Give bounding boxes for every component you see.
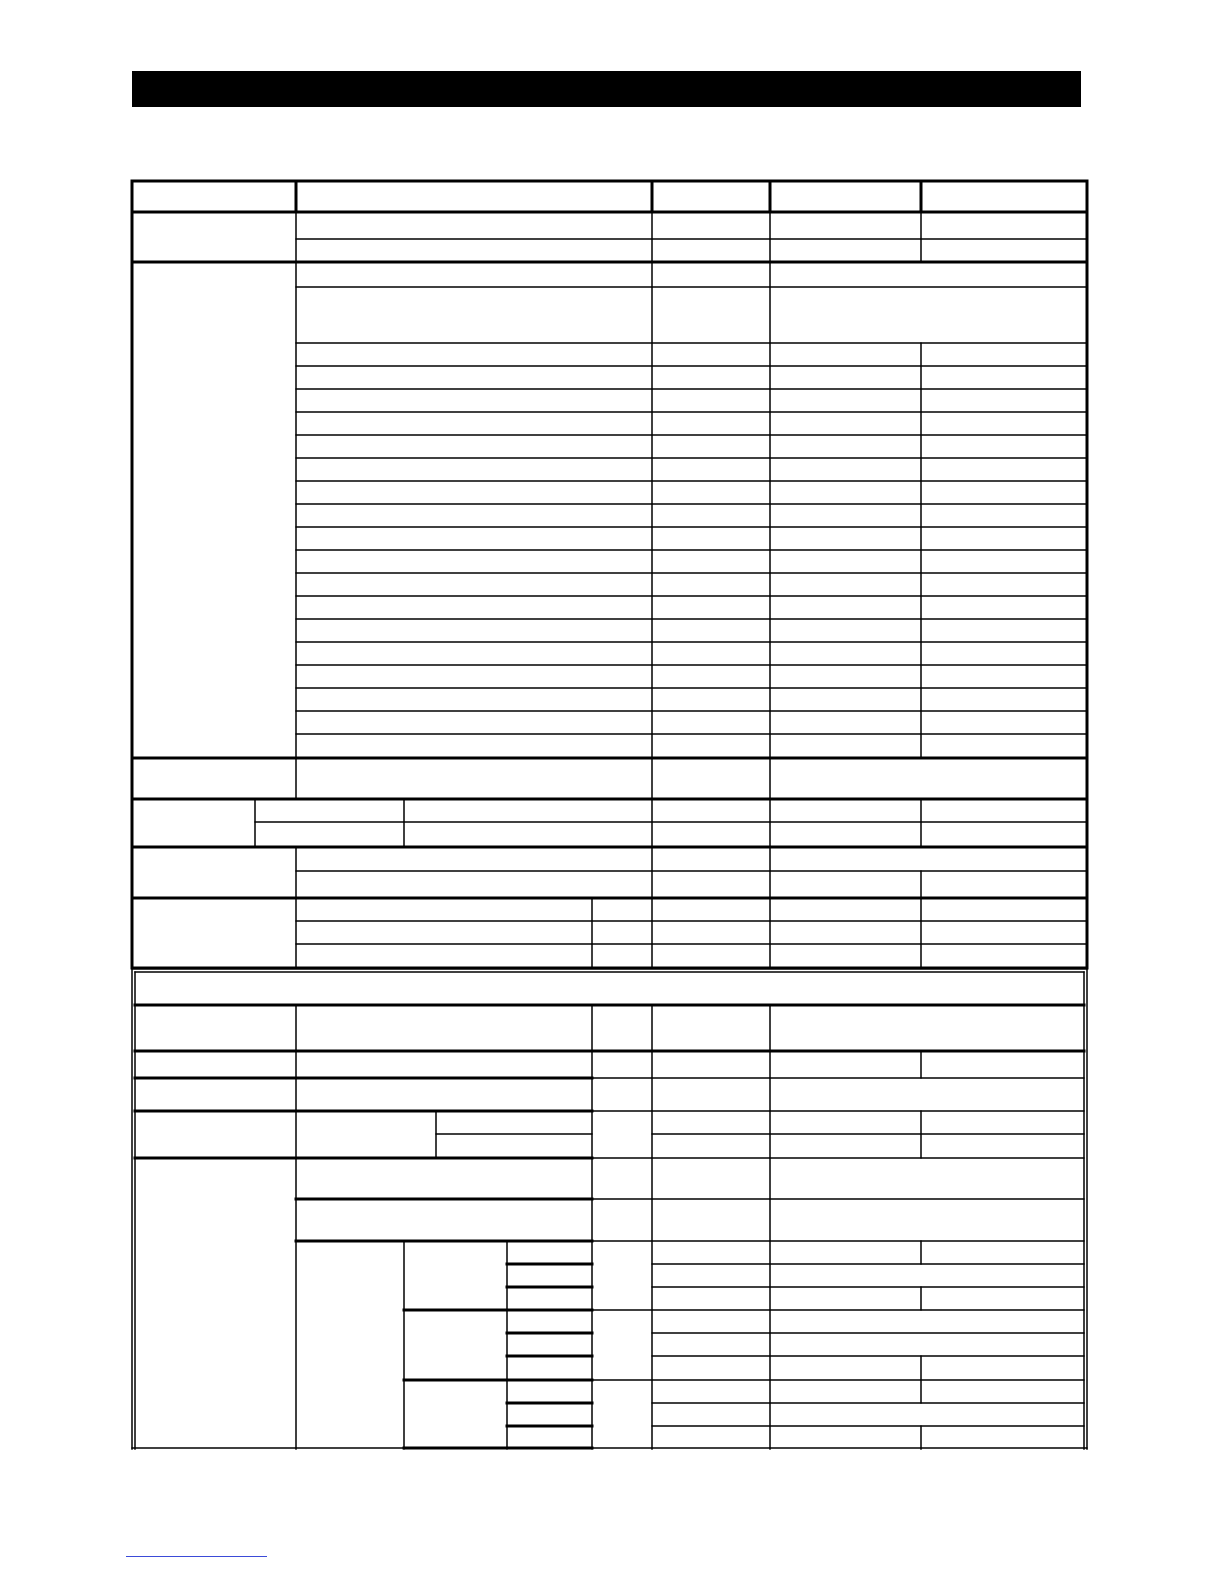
footer-link[interactable] [126,1556,267,1557]
